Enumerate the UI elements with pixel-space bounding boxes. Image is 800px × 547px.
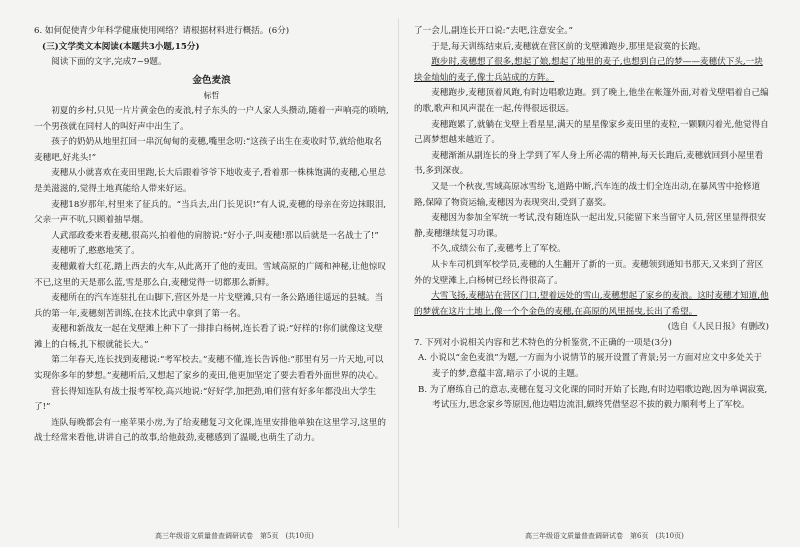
story-paragraph: 了一会儿,副连长开口说:“去吧,注意安全。” bbox=[414, 26, 573, 36]
story-paragraph: 麦穗所在的汽车连驻扎在山脚下,营区外是一片戈壁滩,只有一条公路通往遥远的县城。当兵的第一年,麦穗刻苦训练,在技术比武中拿到了第一名。 bbox=[34, 293, 384, 319]
left-page bbox=[34, 24, 389, 447]
story-paragraph: 麦穗因为参加全军统一考试,没有随连队一起出发,只能留下来当留守人员,营区里显得很安静,麦穗继续复习功课。 bbox=[414, 213, 766, 239]
reading-instruction: 阅读下面的文字,完成7~9题。 bbox=[51, 57, 167, 68]
story-paragraph-underlined: 大雪飞扬,麦穗站在营区门口,望着远处的雪山,麦穗想起了家乡的麦浪。这时麦穗才知道,他的梦就在这片土地上,像一个个金色的麦穗,在高原的风里摇曳,长出了希望。 bbox=[414, 291, 769, 317]
question-6: 6. 如何促使青少年科学健康使用网络？请根据材料进行概括。(6分) bbox=[34, 26, 290, 36]
question-7: 7. 下列对小说相关内容和艺术特色的分析鉴赏,不正确的一项是(3分) bbox=[414, 337, 672, 348]
story-paragraph: 第二年春天,连长找到麦穗说:“考军校去。”麦穗不懂,连长告诉他:“那里有另一片天地,可以实现你多年的梦想。”麦穗听后,又想起了家乡的麦田,他更加坚定了要去看看外面世界的决心。 bbox=[34, 355, 384, 382]
story-paragraph: 不久,成绩公布了,麦穗考上了军校。 bbox=[431, 244, 566, 255]
page-footer-left: 高三年级语文质量普查调研试卷 第5页 (共10页) bbox=[155, 532, 314, 540]
story-title: 金色麦浪 bbox=[192, 74, 231, 86]
story-paragraph: 麦穗渐渐从副连长的身上学到了军人身上所必需的精神,每天长跑后,麦穗就回到小屋里看书,多到深夜。 bbox=[414, 150, 764, 177]
story-paragraph: 麦穗从小就喜欢在麦田里跑,长大后跟着爷爷下地收麦子,看着那一株株饱满的麦穗,心里总是美滋滋的,觉得土地真能给人带来好运。 bbox=[34, 168, 386, 194]
story-paragraph: 营长得知连队有战士报考军校,高兴地说:“好好学,加把劲,咱们营有好多年都没出大学生了!” bbox=[34, 386, 377, 413]
page-divider bbox=[398, 18, 399, 528]
story-paragraph: 于是,每天训练结束后,麦穗就在营区前的戈壁滩跑步,那里是寂寞的长跑。 bbox=[431, 41, 706, 52]
story-paragraph: 人武部政委来看麦穗,很高兴,拍着他的肩膀说:“好小子,叫麦穗!那以后就是一名战士了!” bbox=[51, 230, 379, 241]
option-b: B. 为了磨练自己的意志,麦穗在复习文化课的同时开始了长跑,有时边唱歌边跑,因为单调寂寞,考试压力,思念家乡等原因,他边唱边流泪,颇终凭借坚忍不拔的毅力顺利考上了军校。 bbox=[418, 384, 768, 411]
story-paragraph: 麦穗听了,憨憨地笑了。 bbox=[51, 246, 140, 257]
story-author: 标哲 bbox=[203, 91, 220, 101]
right-page bbox=[414, 24, 769, 414]
story-paragraph: 又是一个秋夜,雪域高原冰雪纷飞,道路中断,汽车连的战士们全连出动,在暴风雪中抢修道路,保障了物资运输,麦穗因为表现突出,受到了嘉奖。 bbox=[414, 181, 761, 208]
story-source: (选自《人民日报》有删改) bbox=[667, 322, 769, 333]
story-paragraph: 麦穗跑累了,就躺在戈壁上看星星,满天的星星像家乡麦田里的麦粒,一颗颗闪着光,他觉得自己离梦想越来越近了。 bbox=[414, 119, 769, 146]
story-paragraph: 初夏的乡村,只见一片片黄金色的麦浪,村子东头的一户人家人头攒动,随着一声响亮的唢呐,一个男孩就在同村人的叫好声中出生了。 bbox=[34, 105, 389, 132]
story-paragraph: 麦穗18岁那年,村里来了征兵的。“当兵去,出门长见识!”有人说,麦穗的母亲在旁边抹眼泪,父亲一声不吭,只顾着抽旱烟。 bbox=[34, 199, 387, 226]
story-paragraph: 连队每晚都会有一座苹果小房,为了给麦穗复习文化课,连里安排他单独在这里学习,这里的战士经常来看他,讲讲自己的故事,给他鼓劲,麦穗感到了温暖,也萌生了动力。 bbox=[34, 417, 386, 444]
story-paragraph: 麦穗戴着大红花,踏上西去的火车,从此离开了他的麦田。雪域高原的广阔和神秘,让他惊叹不已,这里的天是那么蓝,雪是那么白,麦穗觉得一切都那么新鲜。 bbox=[34, 261, 386, 288]
story-paragraph: 麦穗和新战友一起在戈壁滩上种下了一排排白杨树,连长看了说:“好样的!你们就像这戈壁滩上的白杨,扎下根就能长大。” bbox=[34, 324, 383, 350]
story-paragraph: 麦穗跑步,麦穗顶着风跑,有时边唱歌边跑。到了晚上,他坐在帐篷外面,对着戈壁唱着自己编的歌,歌声和风声混在一起,传得很远很远。 bbox=[414, 88, 769, 114]
story-paragraph-underlined: 跑步时,麦穗想了很多,想起了娘,想起了地里的麦子,也想到自己的梦——麦穗伏下头,一块块金灿灿的麦子,像士兵站成的方阵。 bbox=[414, 57, 763, 83]
section-heading: (三)文学类文本阅读(本题共3小题,15分) bbox=[42, 41, 200, 52]
page-footer-right: 高三年级语文质量普查调研试卷 第6页 (共10页) bbox=[525, 532, 684, 540]
option-a: A. 小说以“金色麦浪”为题,一方面为小说情节的展开设置了背景;另一方面对应文中多处关于麦子的梦,意蕴丰富,暗示了小说的主题。 bbox=[418, 353, 763, 380]
story-paragraph: 孩子的奶奶从地里扛回一串沉甸甸的麦穗,嘴里念叨:“这孩子出生在麦收时节,就给他取名麦穗吧,好兆头!” bbox=[34, 137, 382, 163]
story-paragraph: 从卡车司机到军校学员,麦穗的人生翻开了新的一页。麦穗领到通知书那天,又来到了营区外的戈壁滩上,白杨树已经长得很高了。 bbox=[414, 259, 764, 286]
